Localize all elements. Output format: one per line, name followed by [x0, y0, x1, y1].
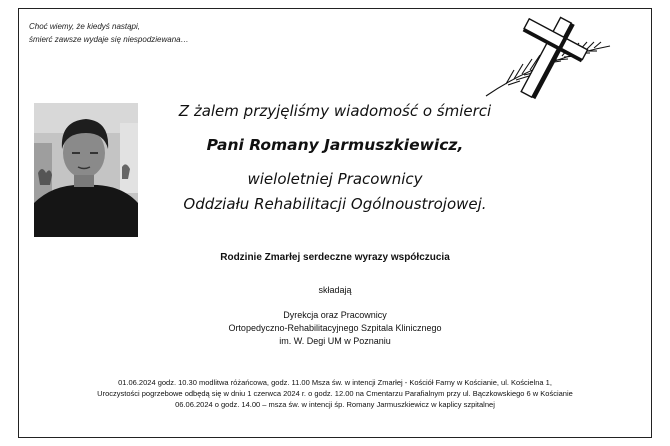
announcement-department: Oddziału Rehabilitacji Ogólnoustrojowej.	[183, 195, 487, 213]
funeral-info	[0, 377, 670, 410]
deceased-name: Pani Romany Jarmuszkiewicz,	[206, 136, 464, 154]
quote-line-2: śmierć zawsze wydaje się niespodziewana…	[29, 35, 189, 44]
cross-with-palm-icon	[478, 12, 618, 100]
announcement-block	[150, 96, 520, 214]
funeral-info-line-1: 01.06.2024 godz. 10.30 modlitwa różańcowa, godz. 11.00 Msza św. w intencji Zmarłej - Kościół Farny w Kościanie, ul. Kościelna 1,	[118, 378, 552, 387]
announcement-role: wieloletniej Pracownicy	[247, 170, 423, 188]
quote-line-1: Choć wiemy, że kiedyś nastąpi,	[29, 22, 141, 31]
funeral-info-line-2: Uroczystości pogrzebowe odbędą się w dniu 1 czerwca 2024 r. o godz. 12.00 na Cmentarzu Parafialnym przy ul. Bączkowskiego 6 w Kościanie	[97, 389, 573, 398]
portrait-photo	[34, 103, 138, 237]
signature-line-2: Ortopedyczno-Rehabilitacyjnego Szpitala Klinicznego	[228, 323, 442, 333]
announcement-intro: Z żalem przyjęliśmy wiadomość o śmierci	[178, 102, 492, 120]
offered-by-line: składają	[318, 285, 352, 295]
condolences-line: Rodzinie Zmarłej serdeczne wyrazy współczucia	[220, 252, 450, 263]
signature-line-3: im. W. Degi UM w Poznaniu	[279, 336, 391, 346]
opening-quote	[29, 20, 189, 46]
signature-line-1: Dyrekcja oraz Pracownicy	[283, 310, 387, 320]
funeral-info-line-3: 06.06.2024 o godz. 14.00 – msza św. w intencji śp. Romany Jarmuszkiewicz w kaplicy szpitalnej	[175, 400, 495, 409]
signature-block	[0, 309, 670, 348]
